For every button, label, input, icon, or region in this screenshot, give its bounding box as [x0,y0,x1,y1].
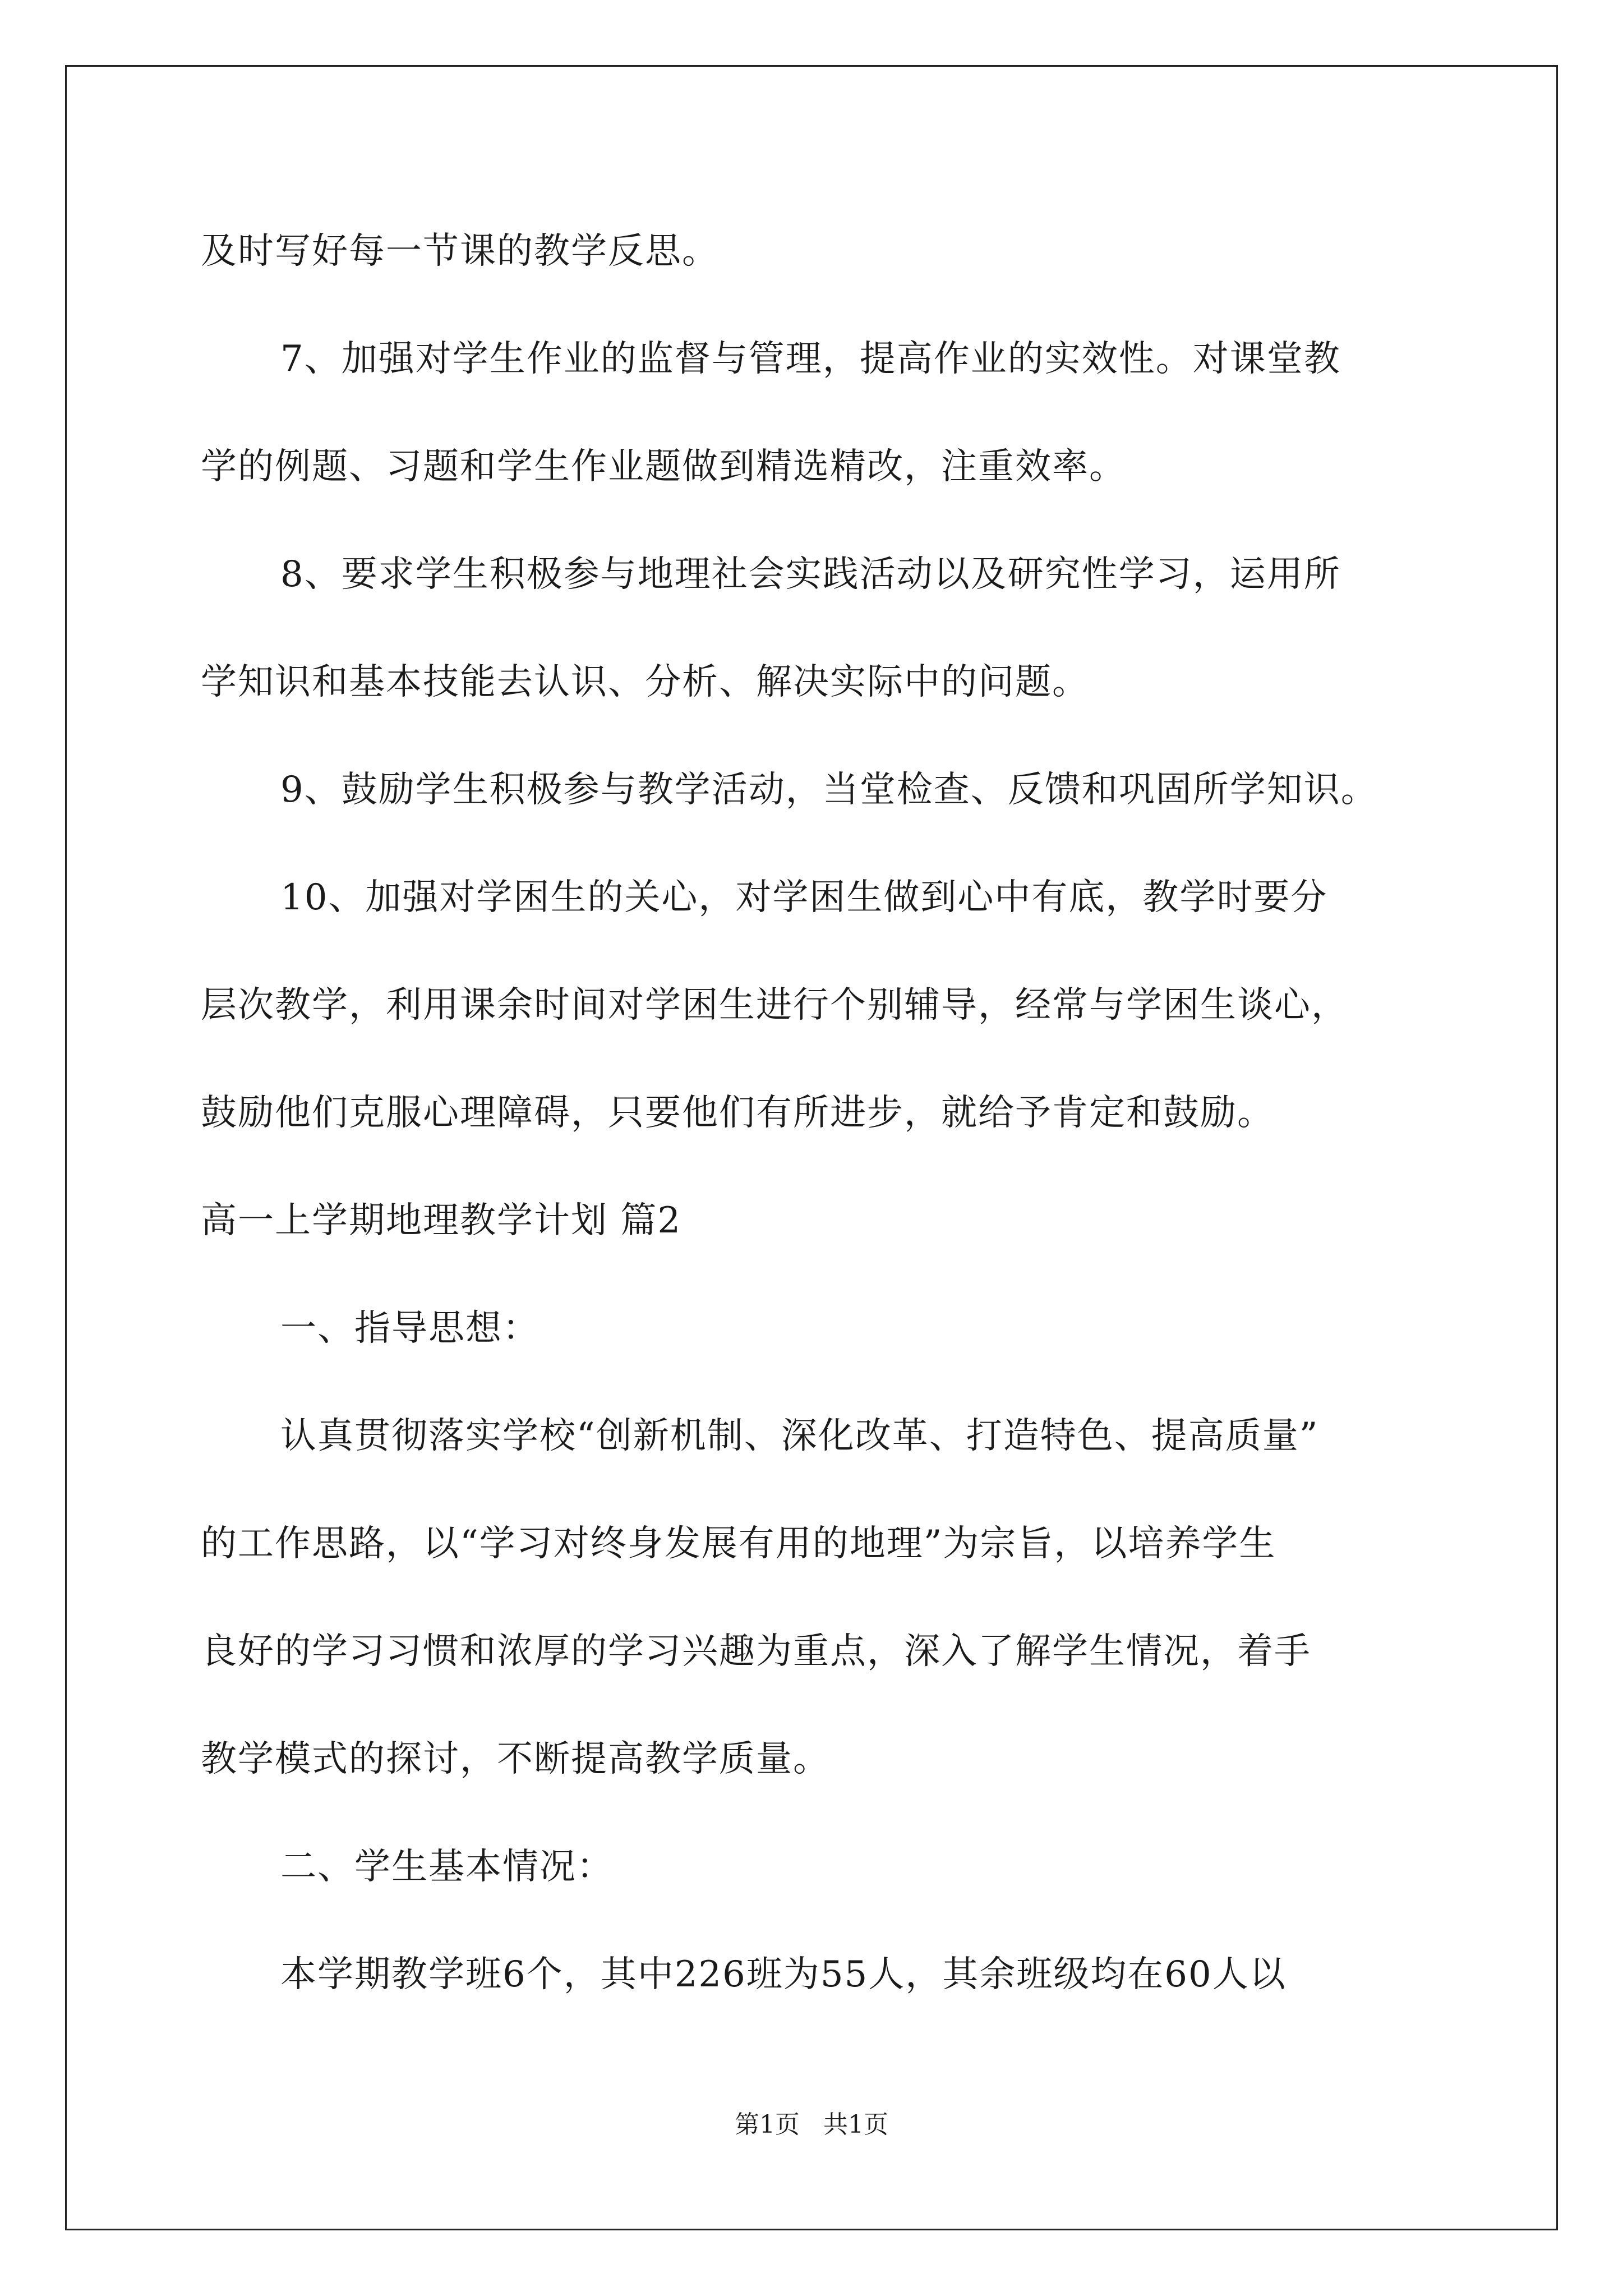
paragraph-line: 10、加强对学困生的关心，对学困生做到心中有底，教学时要分 [280,877,1328,918]
paragraph-line: 学的例题、习题和学生作业题做到精选精改，注重效率。 [201,446,1126,487]
paragraph-line: 本学期教学班6个，其中226班为55人，其余班级均在60人以 [280,1954,1287,1995]
paragraph-line: 鼓励他们克服心理障碍，只要他们有所进步，就给予肯定和鼓励。 [201,1092,1274,1134]
paragraph-line: 学知识和基本技能去认识、分析、解决实际中的问题。 [201,661,1089,703]
paragraph-line: 教学模式的探讨，不断提高教学质量。 [201,1738,830,1780]
paragraph-line: 的工作思路，以“学习对终身发展有用的地理”为宗旨，以培养学生 [201,1523,1276,1565]
page-footer [0,2109,1623,2141]
paragraph-line: 7、加强对学生作业的监督与管理，提高作业的实效性。对课堂教 [280,338,1341,380]
subsection-heading: 二、学生基本情况： [280,1846,614,1888]
paragraph-line: 良好的学习习惯和浓厚的学习兴趣为重点，深入了解学生情况，着手 [201,1631,1311,1672]
paragraph-line: 8、要求学生积极参与地理社会实践活动以及研究性学习，运用所 [280,554,1341,595]
page-total: 共1页 [823,2110,888,2139]
paragraph-line: 9、鼓励学生积极参与教学活动，当堂检查、反馈和巩固所学知识。 [280,769,1378,811]
paragraph-line: 层次教学，利用课余时间对学困生进行个别辅导，经常与学困生谈心， [201,984,1348,1026]
section-heading: 高一上学期地理教学计划 篇2 [201,1200,682,1241]
page-number: 第1页 [735,2110,800,2139]
paragraph-line: 认真贯彻落实学校“创新机制、深化改革、打造特色、提高质量” [280,1415,1319,1457]
subsection-heading: 一、指导思想： [280,1308,540,1349]
paragraph-line: 及时写好每一节课的教学反思。 [201,231,719,272]
page-border [65,65,1558,2230]
